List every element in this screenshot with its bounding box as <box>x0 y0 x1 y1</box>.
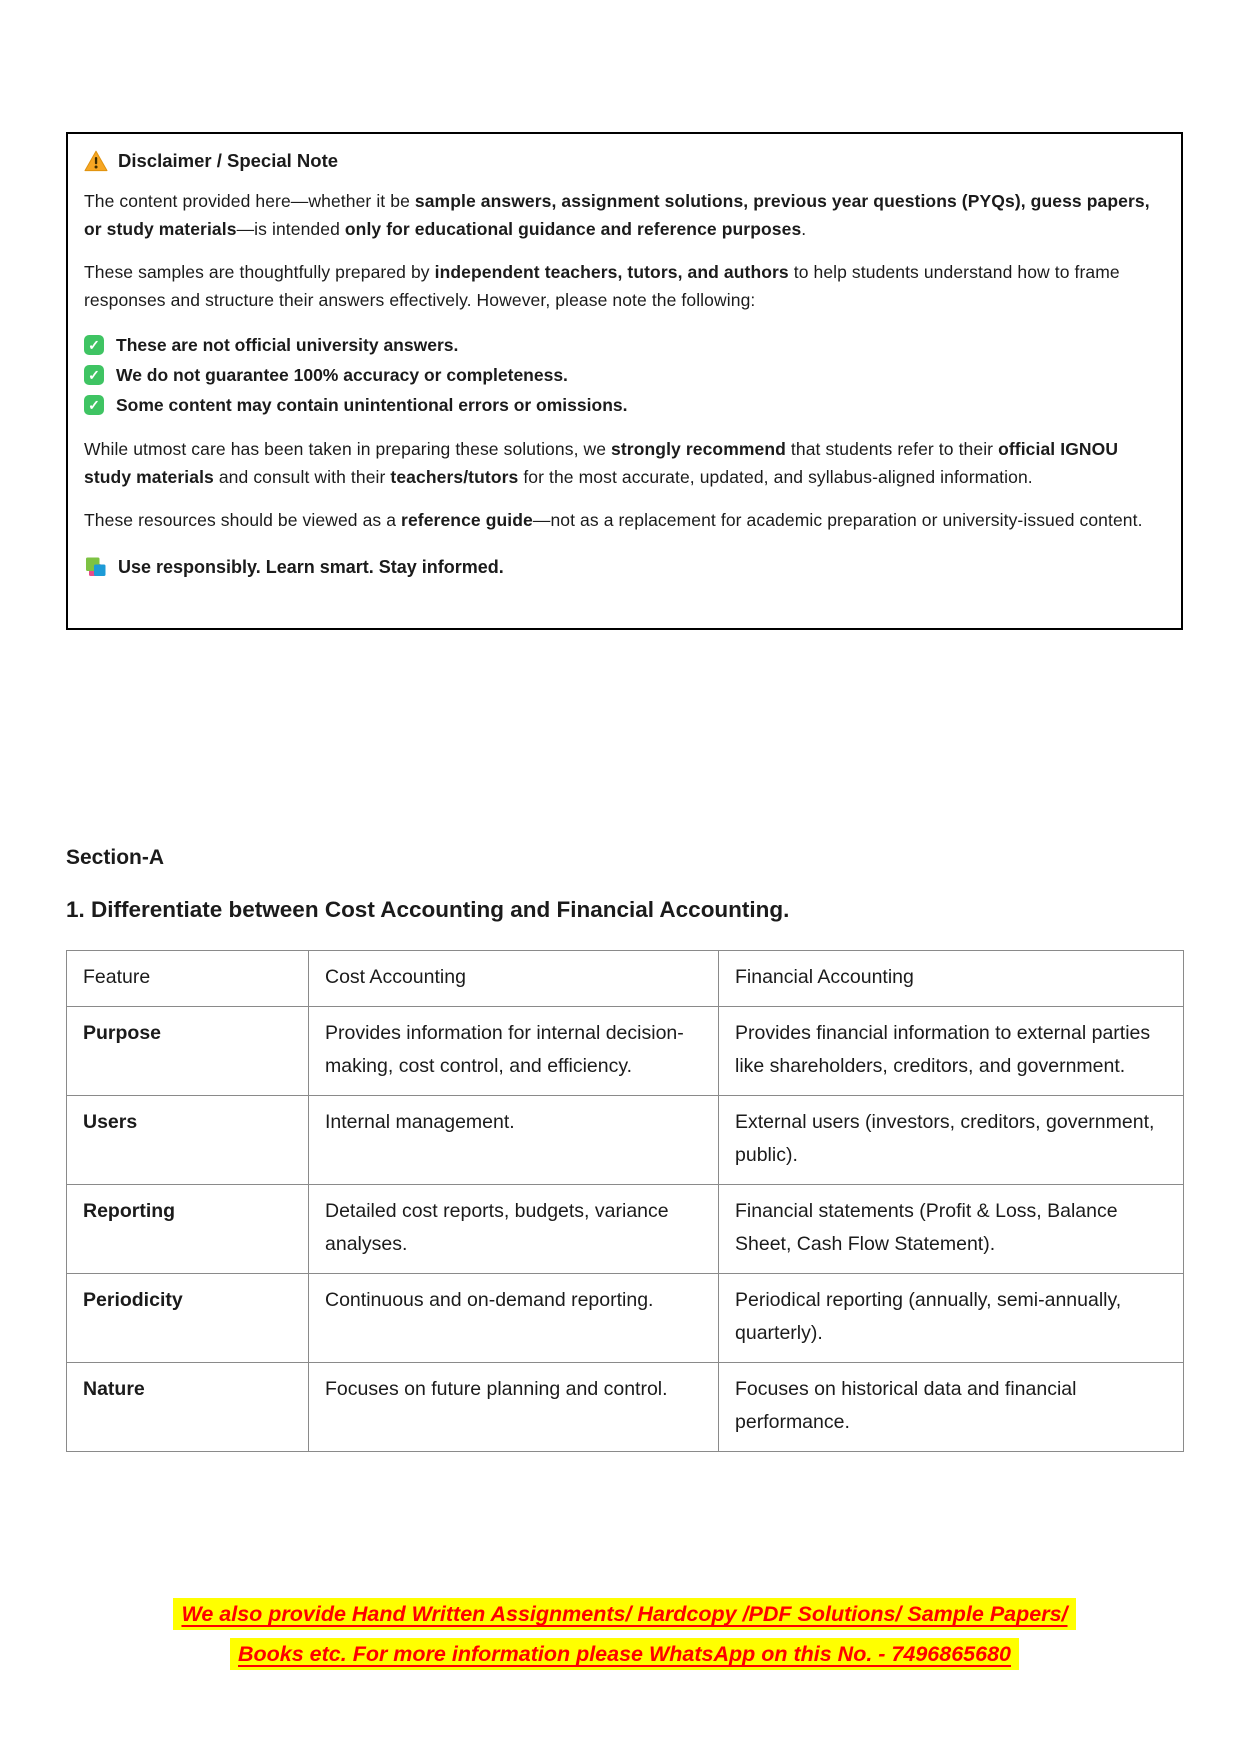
disclaimer-title: Disclaimer / Special Note <box>118 150 339 171</box>
disclaimer-box <box>66 132 1183 630</box>
bullet-item <box>84 390 1159 420</box>
feature-cell: Purpose <box>67 1007 309 1096</box>
table-row-users <box>67 1096 1184 1185</box>
disclaimer-paragraph-3: While utmost care has been taken in preparing these solutions, we strongly recommend that students refer to their official IGNOU study materials and consult with their teachers/tutors for the most accurate, updated, and syllabus-aligned information. <box>84 439 1119 487</box>
bullet-item <box>84 360 1159 390</box>
section-heading: Section-A <box>66 846 165 869</box>
footer-promo <box>66 1594 1183 1674</box>
cost-cell: Provides information for internal decision-making, cost control, and efficiency. <box>309 1007 719 1096</box>
bullet-text: We do not guarantee 100% accuracy or completeness. <box>116 365 568 385</box>
disclaimer-paragraph-2: These samples are thoughtfully prepared by independent teachers, tutors, and authors to help students understand how to frame responses and structure their answers effectively. However, please note the following: <box>84 262 1120 310</box>
financial-cell: Provides financial information to external parties like shareholders, creditors, and government. <box>719 1007 1184 1096</box>
question-heading: 1. Differentiate between Cost Accounting and Financial Accounting. <box>66 897 790 922</box>
feature-cell: Reporting <box>67 1185 309 1274</box>
check-icon: ✓ <box>84 365 104 385</box>
cost-cell: Continuous and on-demand reporting. <box>309 1274 719 1363</box>
feature-cell: Users <box>67 1096 309 1185</box>
check-icon: ✓ <box>84 395 104 415</box>
usage-note <box>84 556 1159 579</box>
cost-cell: Detailed cost reports, budgets, variance analyses. <box>309 1185 719 1274</box>
financial-cell: Focuses on historical data and financial performance. <box>719 1363 1184 1452</box>
financial-cell: Financial statements (Profit & Loss, Balance Sheet, Cash Flow Statement). <box>719 1185 1184 1274</box>
header-financial-accounting: Financial Accounting <box>719 951 1184 1007</box>
disclaimer-bullet-list <box>84 330 1159 420</box>
bullet-text: These are not official university answers. <box>116 335 459 355</box>
usage-note-text: Use responsibly. Learn smart. Stay informed. <box>118 557 504 577</box>
financial-cell: Periodical reporting (annually, semi-annually, quarterly). <box>719 1274 1184 1363</box>
disclaimer-paragraph-1: The content provided here—whether it be sample answers, assignment solutions, previous year questions (PYQs), guess papers, or study materials—is intended only for educational guidance and reference purposes. <box>84 191 1150 239</box>
cost-cell: Internal management. <box>309 1096 719 1185</box>
table-row-purpose <box>67 1007 1184 1096</box>
promo-line-1: We also provide Hand Written Assignments/ Hardcopy /PDF Solutions/ Sample Papers/ <box>173 1598 1075 1630</box>
bullet-item <box>84 330 1159 360</box>
financial-cell: External users (investors, creditors, government, public). <box>719 1096 1184 1185</box>
table-row-periodicity <box>67 1274 1184 1363</box>
table-row-reporting <box>67 1185 1184 1274</box>
bullet-text: Some content may contain unintentional errors or omissions. <box>116 395 628 415</box>
promo-line-2: Books etc. For more information please WhatsApp on this No. - 7496865680 <box>230 1638 1019 1670</box>
table-row-nature <box>67 1363 1184 1452</box>
comparison-table <box>66 950 1184 1452</box>
header-cost-accounting: Cost Accounting <box>309 951 719 1007</box>
books-icon <box>84 556 107 579</box>
table-header-row <box>67 951 1184 1007</box>
header-feature: Feature <box>67 951 309 1007</box>
cost-cell: Focuses on future planning and control. <box>309 1363 719 1452</box>
feature-cell: Periodicity <box>67 1274 309 1363</box>
disclaimer-paragraph-4: These resources should be viewed as a reference guide—not as a replacement for academic preparation or university-issued content. <box>84 510 1143 530</box>
check-icon: ✓ <box>84 335 104 355</box>
disclaimer-title-row <box>84 150 1159 172</box>
warning-triangle-icon <box>84 150 108 172</box>
feature-cell: Nature <box>67 1363 309 1452</box>
